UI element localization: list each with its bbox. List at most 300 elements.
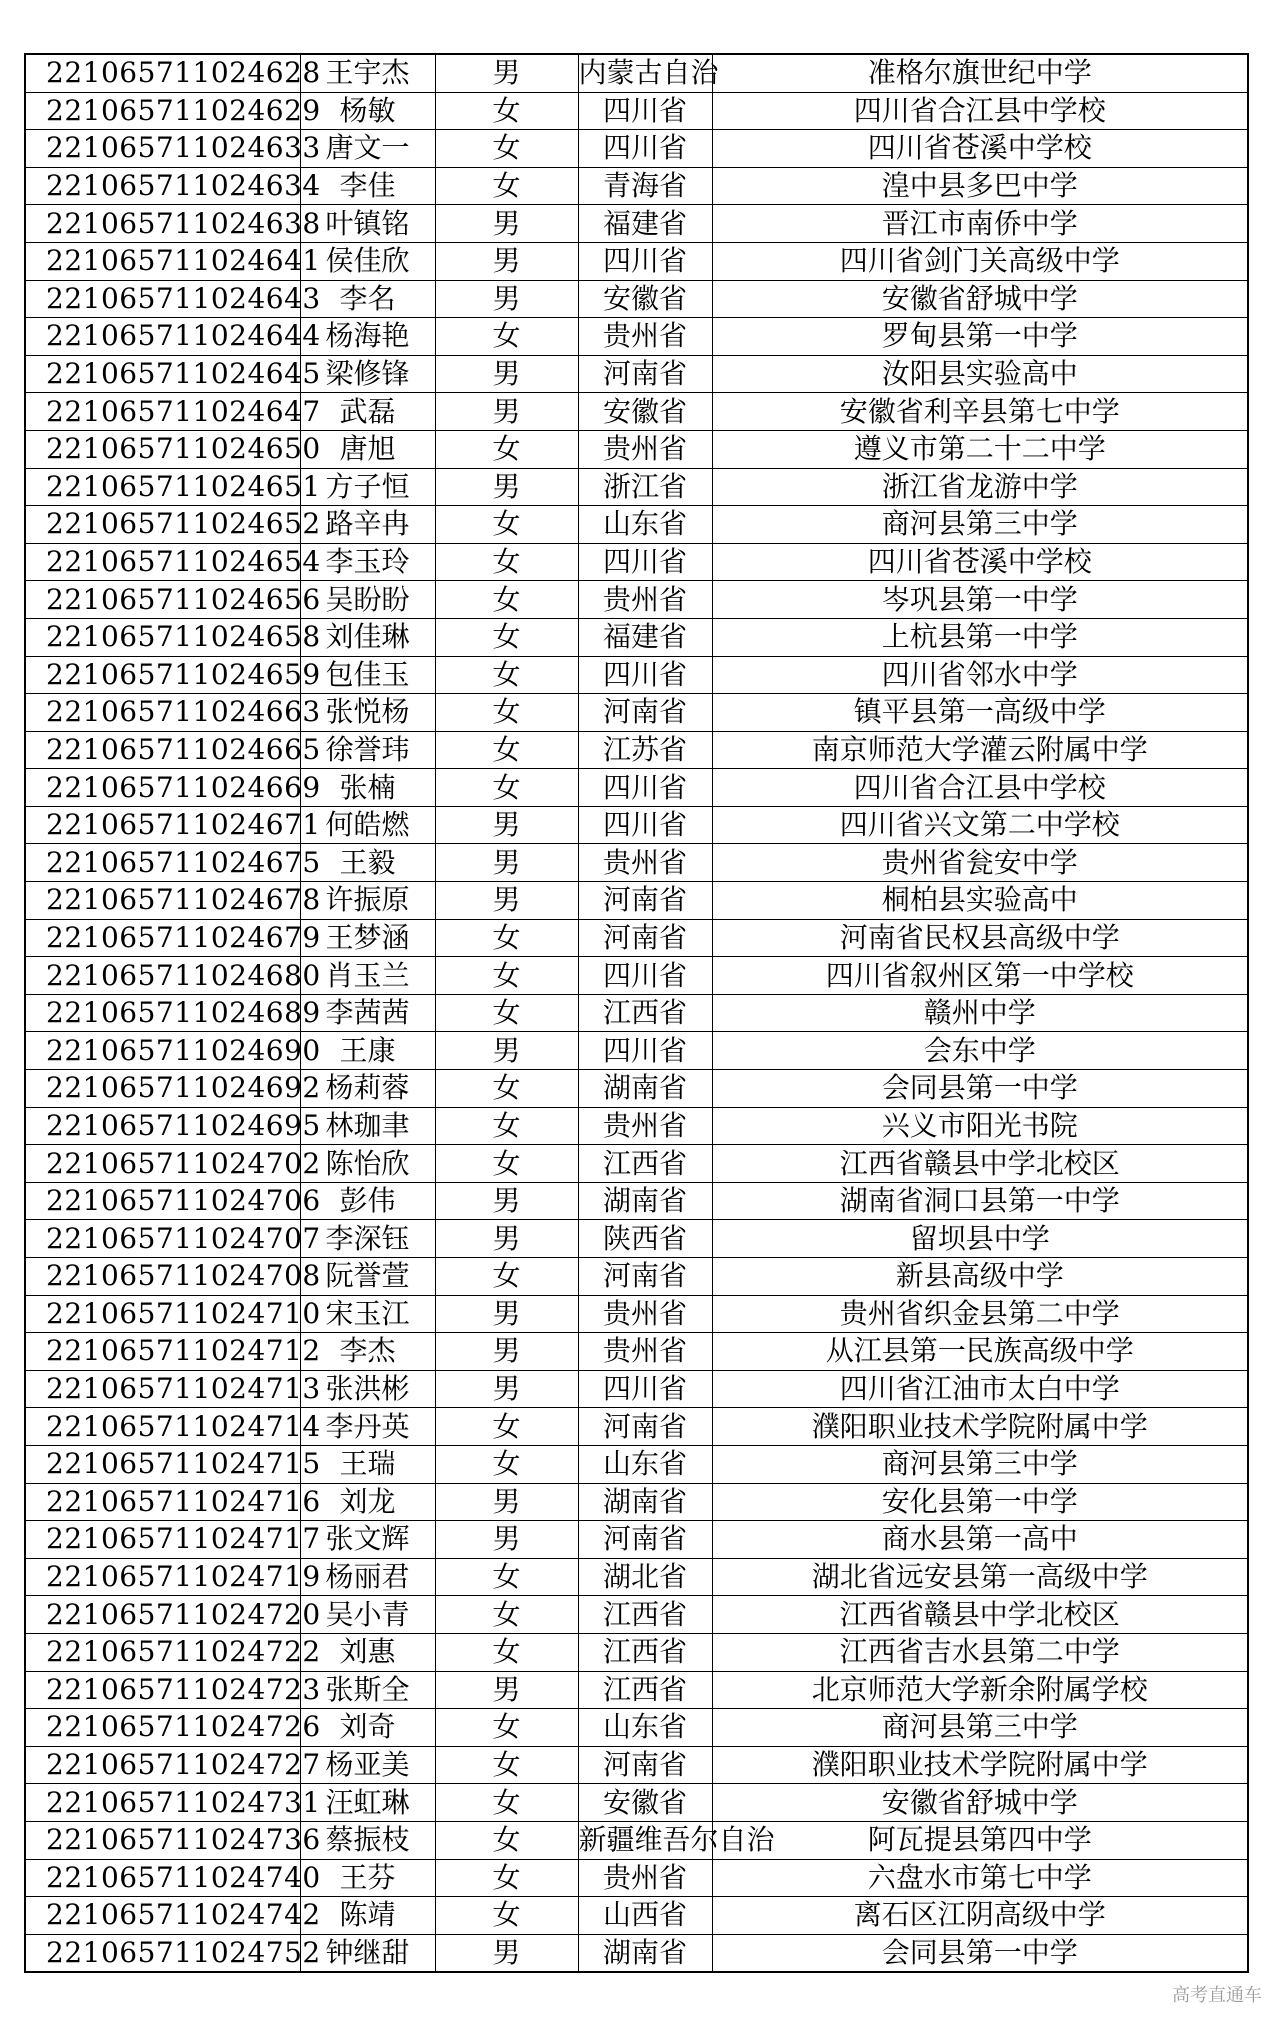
gender-cell: 女 xyxy=(435,1145,578,1183)
province-cell: 浙江省 xyxy=(578,468,712,506)
school-cell: 兴义市阳光书院 xyxy=(712,1107,1248,1145)
school-cell: 四川省合江县中学校 xyxy=(712,769,1248,807)
gender-cell: 男 xyxy=(435,393,578,431)
student-name-cell: 梁修锋 xyxy=(300,355,435,393)
exam-number-cell: 221065711024716 xyxy=(25,1483,300,1521)
gender-cell: 女 xyxy=(435,1859,578,1897)
gender-cell: 女 xyxy=(435,994,578,1032)
school-cell: 四川省邻水中学 xyxy=(712,656,1248,694)
school-cell: 从江县第一民族高级中学 xyxy=(712,1333,1248,1371)
gender-cell: 女 xyxy=(435,618,578,656)
exam-number-cell: 221065711024689 xyxy=(25,994,300,1032)
school-cell: 四川省苍溪中学校 xyxy=(712,543,1248,581)
table-row xyxy=(25,994,1248,1032)
table-row xyxy=(25,1821,1248,1859)
table-row xyxy=(25,280,1248,318)
gender-cell: 男 xyxy=(435,1295,578,1333)
exam-number-cell: 221065711024651 xyxy=(25,468,300,506)
province-cell: 安徽省 xyxy=(578,280,712,318)
student-name-cell: 杨亚美 xyxy=(300,1746,435,1784)
gender-cell: 女 xyxy=(435,1897,578,1935)
student-name-cell: 彭伟 xyxy=(300,1182,435,1220)
exam-number-cell: 221065711024663 xyxy=(25,694,300,732)
province-cell: 山东省 xyxy=(578,1445,712,1483)
school-cell: 四川省苍溪中学校 xyxy=(712,130,1248,168)
school-cell: 四川省剑门关高级中学 xyxy=(712,242,1248,280)
student-name-cell: 杨丽君 xyxy=(300,1558,435,1596)
exam-number-cell: 221065711024645 xyxy=(25,355,300,393)
table-row xyxy=(25,1746,1248,1784)
exam-number-cell: 221065711024679 xyxy=(25,919,300,957)
exam-number-cell: 221065711024641 xyxy=(25,242,300,280)
table-row xyxy=(25,1784,1248,1822)
table-row xyxy=(25,844,1248,882)
student-name-cell: 王毅 xyxy=(300,844,435,882)
table-row xyxy=(25,543,1248,581)
table-row xyxy=(25,882,1248,920)
exam-number-cell: 221065711024647 xyxy=(25,393,300,431)
exam-number-cell: 221065711024638 xyxy=(25,205,300,243)
student-name-cell: 路辛冉 xyxy=(300,506,435,544)
school-cell: 离石区江阴高级中学 xyxy=(712,1897,1248,1935)
gender-cell: 女 xyxy=(435,1445,578,1483)
school-cell: 四川省江油市太白中学 xyxy=(712,1370,1248,1408)
school-cell: 贵州省织金县第二中学 xyxy=(712,1295,1248,1333)
school-cell: 江西省吉水县第二中学 xyxy=(712,1633,1248,1671)
student-name-cell: 宋玉江 xyxy=(300,1295,435,1333)
province-cell: 河南省 xyxy=(578,1258,712,1296)
school-cell: 安徽省利辛县第七中学 xyxy=(712,393,1248,431)
exam-number-cell: 221065711024736 xyxy=(25,1821,300,1859)
student-name-cell: 王芬 xyxy=(300,1859,435,1897)
exam-number-cell: 221065711024727 xyxy=(25,1746,300,1784)
student-name-cell: 方子恒 xyxy=(300,468,435,506)
gender-cell: 女 xyxy=(435,957,578,995)
student-name-cell: 肖玉兰 xyxy=(300,957,435,995)
student-name-cell: 汪虹琳 xyxy=(300,1784,435,1822)
province-cell: 福建省 xyxy=(578,205,712,243)
student-name-cell: 杨莉蓉 xyxy=(300,1070,435,1108)
school-cell: 上杭县第一中学 xyxy=(712,618,1248,656)
exam-number-cell: 221065711024692 xyxy=(25,1070,300,1108)
province-cell: 湖南省 xyxy=(578,1070,712,1108)
table-row xyxy=(25,393,1248,431)
table-row xyxy=(25,468,1248,506)
province-cell: 湖南省 xyxy=(578,1934,712,1972)
school-cell: 安化县第一中学 xyxy=(712,1483,1248,1521)
gender-cell: 男 xyxy=(435,54,578,92)
province-cell: 贵州省 xyxy=(578,1107,712,1145)
gender-cell: 男 xyxy=(435,280,578,318)
table-row xyxy=(25,806,1248,844)
province-cell: 山东省 xyxy=(578,506,712,544)
table-row xyxy=(25,355,1248,393)
table-row xyxy=(25,130,1248,168)
table-row xyxy=(25,242,1248,280)
gender-cell: 女 xyxy=(435,430,578,468)
school-cell: 留坝县中学 xyxy=(712,1220,1248,1258)
exam-number-cell: 221065711024654 xyxy=(25,543,300,581)
exam-number-cell: 221065711024658 xyxy=(25,618,300,656)
gender-cell: 女 xyxy=(435,1107,578,1145)
student-name-cell: 刘惠 xyxy=(300,1633,435,1671)
table-row xyxy=(25,1671,1248,1709)
province-cell: 湖北省 xyxy=(578,1558,712,1596)
province-cell: 贵州省 xyxy=(578,581,712,619)
student-name-cell: 陈怡欣 xyxy=(300,1145,435,1183)
table-row xyxy=(25,1897,1248,1935)
province-cell: 贵州省 xyxy=(578,430,712,468)
table-row xyxy=(25,1859,1248,1897)
student-name-cell: 吴小青 xyxy=(300,1596,435,1634)
table-row xyxy=(25,92,1248,130)
exam-number-cell: 221065711024665 xyxy=(25,731,300,769)
student-name-cell: 张悦杨 xyxy=(300,694,435,732)
student-list-page xyxy=(24,53,1247,1973)
gender-cell: 男 xyxy=(435,1333,578,1371)
gender-cell: 男 xyxy=(435,205,578,243)
school-cell: 桐柏县实验高中 xyxy=(712,882,1248,920)
student-name-cell: 陈靖 xyxy=(300,1897,435,1935)
gender-cell: 男 xyxy=(435,468,578,506)
student-name-cell: 李佳 xyxy=(300,167,435,205)
exam-number-cell: 221065711024650 xyxy=(25,430,300,468)
school-cell: 安徽省舒城中学 xyxy=(712,1784,1248,1822)
table-row xyxy=(25,769,1248,807)
exam-number-cell: 221065711024720 xyxy=(25,1596,300,1634)
school-cell: 河南省民权县高级中学 xyxy=(712,919,1248,957)
school-cell: 四川省兴文第二中学校 xyxy=(712,806,1248,844)
gender-cell: 女 xyxy=(435,656,578,694)
province-cell: 河南省 xyxy=(578,919,712,957)
province-cell: 四川省 xyxy=(578,769,712,807)
school-cell: 遵义市第二十二中学 xyxy=(712,430,1248,468)
exam-number-cell: 221065711024634 xyxy=(25,167,300,205)
gender-cell: 男 xyxy=(435,355,578,393)
table-row xyxy=(25,1521,1248,1559)
gender-cell: 女 xyxy=(435,130,578,168)
table-row xyxy=(25,430,1248,468)
province-cell: 四川省 xyxy=(578,957,712,995)
exam-number-cell: 221065711024652 xyxy=(25,506,300,544)
school-cell: 商水县第一高中 xyxy=(712,1521,1248,1559)
school-cell: 浙江省龙游中学 xyxy=(712,468,1248,506)
student-name-cell: 张洪彬 xyxy=(300,1370,435,1408)
province-cell: 河南省 xyxy=(578,1521,712,1559)
school-cell: 江西省赣县中学北校区 xyxy=(712,1596,1248,1634)
province-cell: 四川省 xyxy=(578,92,712,130)
province-cell: 四川省 xyxy=(578,1370,712,1408)
province-cell: 山西省 xyxy=(578,1897,712,1935)
gender-cell: 女 xyxy=(435,1821,578,1859)
student-name-cell: 杨海艳 xyxy=(300,318,435,356)
table-row xyxy=(25,919,1248,957)
school-cell: 会同县第一中学 xyxy=(712,1934,1248,1972)
table-row xyxy=(25,1709,1248,1747)
province-cell: 湖南省 xyxy=(578,1483,712,1521)
province-cell: 河南省 xyxy=(578,694,712,732)
exam-number-cell: 221065711024740 xyxy=(25,1859,300,1897)
student-name-cell: 王瑞 xyxy=(300,1445,435,1483)
exam-number-cell: 221065711024726 xyxy=(25,1709,300,1747)
student-name-cell: 李深钰 xyxy=(300,1220,435,1258)
school-cell: 南京师范大学灌云附属中学 xyxy=(712,731,1248,769)
table-row xyxy=(25,1258,1248,1296)
school-cell: 会东中学 xyxy=(712,1032,1248,1070)
student-name-cell: 叶镇铭 xyxy=(300,205,435,243)
student-name-cell: 蔡振枝 xyxy=(300,1821,435,1859)
gender-cell: 男 xyxy=(435,806,578,844)
school-cell: 罗甸县第一中学 xyxy=(712,318,1248,356)
table-row xyxy=(25,318,1248,356)
school-cell: 濮阳职业技术学院附属中学 xyxy=(712,1746,1248,1784)
province-cell: 四川省 xyxy=(578,130,712,168)
school-cell: 六盘水市第七中学 xyxy=(712,1859,1248,1897)
exam-number-cell: 221065711024680 xyxy=(25,957,300,995)
exam-number-cell: 221065711024702 xyxy=(25,1145,300,1183)
province-cell: 山东省 xyxy=(578,1709,712,1747)
student-name-cell: 吴盼盼 xyxy=(300,581,435,619)
student-name-cell: 李杰 xyxy=(300,1333,435,1371)
student-name-cell: 侯佳欣 xyxy=(300,242,435,280)
school-cell: 商河县第三中学 xyxy=(712,1445,1248,1483)
table-row xyxy=(25,1145,1248,1183)
gender-cell: 男 xyxy=(435,1182,578,1220)
exam-number-cell: 221065711024678 xyxy=(25,882,300,920)
province-cell: 内蒙古自治 xyxy=(578,54,712,92)
gender-cell: 女 xyxy=(435,1258,578,1296)
table-row xyxy=(25,694,1248,732)
gender-cell: 女 xyxy=(435,1746,578,1784)
school-cell: 准格尔旗世纪中学 xyxy=(712,54,1248,92)
table-row xyxy=(25,1032,1248,1070)
province-cell: 安徽省 xyxy=(578,393,712,431)
exam-number-cell: 221065711024675 xyxy=(25,844,300,882)
table-row xyxy=(25,54,1248,92)
gender-cell: 女 xyxy=(435,1709,578,1747)
student-name-cell: 刘龙 xyxy=(300,1483,435,1521)
school-cell: 汝阳县实验高中 xyxy=(712,355,1248,393)
exam-number-cell: 221065711024690 xyxy=(25,1032,300,1070)
gender-cell: 女 xyxy=(435,581,578,619)
exam-number-cell: 221065711024671 xyxy=(25,806,300,844)
school-cell: 江西省赣县中学北校区 xyxy=(712,1145,1248,1183)
exam-number-cell: 221065711024643 xyxy=(25,280,300,318)
exam-number-cell: 221065711024715 xyxy=(25,1445,300,1483)
student-name-cell: 张楠 xyxy=(300,769,435,807)
exam-number-cell: 221065711024633 xyxy=(25,130,300,168)
table-row xyxy=(25,656,1248,694)
table-row xyxy=(25,167,1248,205)
gender-cell: 男 xyxy=(435,1671,578,1709)
gender-cell: 女 xyxy=(435,167,578,205)
gender-cell: 女 xyxy=(435,1558,578,1596)
province-cell: 河南省 xyxy=(578,882,712,920)
student-name-cell: 李茜茜 xyxy=(300,994,435,1032)
school-cell: 四川省合江县中学校 xyxy=(712,92,1248,130)
student-name-cell: 刘佳琳 xyxy=(300,618,435,656)
gender-cell: 女 xyxy=(435,769,578,807)
table-row xyxy=(25,731,1248,769)
gender-cell: 女 xyxy=(435,694,578,732)
province-cell: 福建省 xyxy=(578,618,712,656)
school-cell: 会同县第一中学 xyxy=(712,1070,1248,1108)
province-cell: 江西省 xyxy=(578,994,712,1032)
exam-number-cell: 221065711024713 xyxy=(25,1370,300,1408)
province-cell: 贵州省 xyxy=(578,844,712,882)
gender-cell: 女 xyxy=(435,731,578,769)
table-row xyxy=(25,1295,1248,1333)
gender-cell: 女 xyxy=(435,506,578,544)
table-row xyxy=(25,1934,1248,1972)
gender-cell: 女 xyxy=(435,919,578,957)
gender-cell: 女 xyxy=(435,1070,578,1108)
table-row xyxy=(25,205,1248,243)
student-name-cell: 王康 xyxy=(300,1032,435,1070)
table-row xyxy=(25,1333,1248,1371)
student-name-cell: 包佳玉 xyxy=(300,656,435,694)
student-name-cell: 李名 xyxy=(300,280,435,318)
exam-number-cell: 221065711024752 xyxy=(25,1934,300,1972)
province-cell: 湖南省 xyxy=(578,1182,712,1220)
student-name-cell: 阮誉萱 xyxy=(300,1258,435,1296)
exam-number-cell: 221065711024710 xyxy=(25,1295,300,1333)
exam-number-cell: 221065711024706 xyxy=(25,1182,300,1220)
province-cell: 贵州省 xyxy=(578,1295,712,1333)
province-cell: 江西省 xyxy=(578,1145,712,1183)
table-row xyxy=(25,1633,1248,1671)
province-cell: 四川省 xyxy=(578,242,712,280)
exam-number-cell: 221065711024719 xyxy=(25,1558,300,1596)
exam-number-cell: 221065711024723 xyxy=(25,1671,300,1709)
table-row xyxy=(25,1107,1248,1145)
table-row xyxy=(25,1220,1248,1258)
province-cell: 陕西省 xyxy=(578,1220,712,1258)
student-name-cell: 刘奇 xyxy=(300,1709,435,1747)
province-cell: 安徽省 xyxy=(578,1784,712,1822)
student-name-cell: 唐旭 xyxy=(300,430,435,468)
table-row xyxy=(25,506,1248,544)
student-name-cell: 王宇杰 xyxy=(300,54,435,92)
gender-cell: 男 xyxy=(435,1483,578,1521)
exam-number-cell: 221065711024659 xyxy=(25,656,300,694)
table-row xyxy=(25,1558,1248,1596)
province-cell: 贵州省 xyxy=(578,318,712,356)
student-name-cell: 何皓燃 xyxy=(300,806,435,844)
table-row xyxy=(25,581,1248,619)
exam-number-cell: 221065711024669 xyxy=(25,769,300,807)
school-cell: 北京师范大学新余附属学校 xyxy=(712,1671,1248,1709)
province-cell: 四川省 xyxy=(578,656,712,694)
school-cell: 新县高级中学 xyxy=(712,1258,1248,1296)
exam-number-cell: 221065711024731 xyxy=(25,1784,300,1822)
gender-cell: 女 xyxy=(435,1784,578,1822)
school-cell: 镇平县第一高级中学 xyxy=(712,694,1248,732)
exam-number-cell: 221065711024708 xyxy=(25,1258,300,1296)
school-cell: 安徽省舒城中学 xyxy=(712,280,1248,318)
gender-cell: 男 xyxy=(435,844,578,882)
table-row xyxy=(25,1445,1248,1483)
gender-cell: 女 xyxy=(435,318,578,356)
student-name-cell: 王梦涵 xyxy=(300,919,435,957)
exam-number-cell: 221065711024656 xyxy=(25,581,300,619)
gender-cell: 男 xyxy=(435,1220,578,1258)
province-cell: 河南省 xyxy=(578,355,712,393)
school-cell: 商河县第三中学 xyxy=(712,1709,1248,1747)
exam-number-cell: 221065711024717 xyxy=(25,1521,300,1559)
school-cell: 岑巩县第一中学 xyxy=(712,581,1248,619)
table-row xyxy=(25,1596,1248,1634)
school-cell: 商河县第三中学 xyxy=(712,506,1248,544)
gender-cell: 男 xyxy=(435,1032,578,1070)
exam-number-cell: 221065711024629 xyxy=(25,92,300,130)
watermark-text: 高考直通车 xyxy=(1172,1985,1262,2006)
student-name-cell: 张斯全 xyxy=(300,1671,435,1709)
exam-number-cell: 221065711024722 xyxy=(25,1633,300,1671)
gender-cell: 女 xyxy=(435,543,578,581)
school-cell: 赣州中学 xyxy=(712,994,1248,1032)
province-cell: 江西省 xyxy=(578,1633,712,1671)
province-cell: 江苏省 xyxy=(578,731,712,769)
province-cell: 江西省 xyxy=(578,1671,712,1709)
province-cell: 江西省 xyxy=(578,1596,712,1634)
exam-number-cell: 221065711024742 xyxy=(25,1897,300,1935)
table-row xyxy=(25,618,1248,656)
gender-cell: 女 xyxy=(435,1408,578,1446)
province-cell: 河南省 xyxy=(578,1408,712,1446)
exam-number-cell: 221065711024644 xyxy=(25,318,300,356)
gender-cell: 男 xyxy=(435,1370,578,1408)
school-cell: 湟中县多巴中学 xyxy=(712,167,1248,205)
student-name-cell: 张文辉 xyxy=(300,1521,435,1559)
province-cell: 青海省 xyxy=(578,167,712,205)
province-cell: 贵州省 xyxy=(578,1859,712,1897)
province-cell: 河南省 xyxy=(578,1746,712,1784)
exam-number-cell: 221065711024628 xyxy=(25,54,300,92)
gender-cell: 女 xyxy=(435,1596,578,1634)
table-row xyxy=(25,1408,1248,1446)
school-cell: 湖北省远安县第一高级中学 xyxy=(712,1558,1248,1596)
table-row xyxy=(25,1070,1248,1108)
table-row xyxy=(25,1182,1248,1220)
student-name-cell: 林珈聿 xyxy=(300,1107,435,1145)
exam-number-cell: 221065711024695 xyxy=(25,1107,300,1145)
province-cell: 新疆维吾尔自治 xyxy=(578,1821,712,1859)
school-cell: 晋江市南侨中学 xyxy=(712,205,1248,243)
school-cell: 濮阳职业技术学院附属中学 xyxy=(712,1408,1248,1446)
gender-cell: 女 xyxy=(435,92,578,130)
student-name-cell: 李丹英 xyxy=(300,1408,435,1446)
student-name-cell: 武磊 xyxy=(300,393,435,431)
student-table-body xyxy=(25,54,1248,1972)
school-cell: 阿瓦提县第四中学 xyxy=(712,1821,1248,1859)
student-table xyxy=(24,53,1249,1973)
school-cell: 湖南省洞口县第一中学 xyxy=(712,1182,1248,1220)
gender-cell: 男 xyxy=(435,1934,578,1972)
student-name-cell: 李玉玲 xyxy=(300,543,435,581)
student-name-cell: 杨敏 xyxy=(300,92,435,130)
gender-cell: 男 xyxy=(435,882,578,920)
exam-number-cell: 221065711024707 xyxy=(25,1220,300,1258)
province-cell: 四川省 xyxy=(578,1032,712,1070)
province-cell: 四川省 xyxy=(578,543,712,581)
province-cell: 四川省 xyxy=(578,806,712,844)
school-cell: 四川省叙州区第一中学校 xyxy=(712,957,1248,995)
table-row xyxy=(25,1483,1248,1521)
table-row xyxy=(25,1370,1248,1408)
student-name-cell: 钟继甜 xyxy=(300,1934,435,1972)
student-name-cell: 许振原 xyxy=(300,882,435,920)
